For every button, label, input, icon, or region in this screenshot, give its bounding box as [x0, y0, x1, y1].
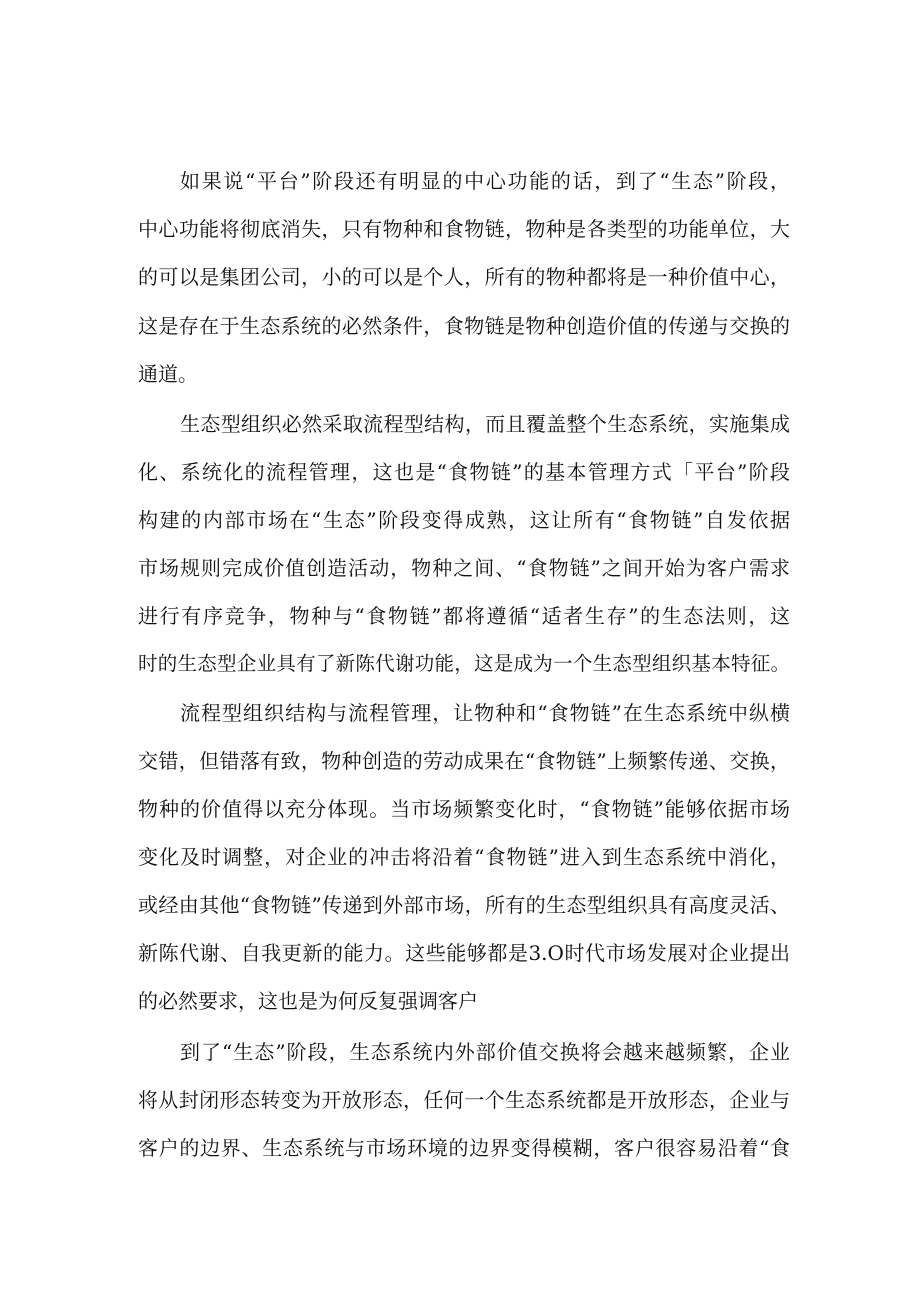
paragraph-2-line-3: 构建的内部市场在“生态”阶段变得成熟，这让所有“食物链”自发依据: [138, 508, 790, 532]
paragraph-3-line-5: 或经由其他“食物链”传递到外部市场，所有的生态型组织具有高度灵活、: [138, 893, 790, 917]
paragraph-2-line-1: 生态型组织必然采取流程型结构，而且覆盖整个生态系统，实施集成: [180, 412, 790, 436]
paragraph-1-line-1: 如果说“平台”阶段还有明显的中心功能的话，到了“生态”阶段，: [180, 169, 790, 193]
paragraph-2-line-4: 市场规则完成价值创造活动，物种之间、“食物链”之间开始为客户需求: [138, 556, 790, 580]
paragraph-2-line-5: 进行有序竞争，物种与“食物链”都将遵循“适者生存”的生态法则，这: [138, 604, 790, 628]
paragraph-4-line-1: 到了“生态”阶段，生态系统内外部价值交换将会越来越频繁，企业: [180, 1040, 790, 1064]
paragraph-4-line-3: 客户的边界、生态系统与市场环境的边界变得模糊，客户很容易沿着“食: [138, 1136, 790, 1160]
paragraph-1-line-2: 中心功能将彻底消失，只有物种和食物链，物种是各类型的功能单位，大: [138, 217, 790, 241]
paragraph-1-line-3: 的可以是集团公司，小的可以是个人，所有的物种都将是一种价值中心，: [138, 265, 790, 289]
paragraph-4-line-2: 将从封闭形态转变为开放形态，任何一个生态系统都是开放形态，企业与: [138, 1088, 790, 1112]
paragraph-3-line-4: 变化及时调整，对企业的冲击将沿着“食物链”进入到生态系统中消化，: [138, 845, 790, 869]
paragraph-3-line-7: 的必然要求，这也是为何反复强调客户: [138, 989, 478, 1013]
paragraph-1-line-5: 通道。: [138, 362, 198, 386]
paragraph-3-line-6: 新陈代谢、自我更新的能力。这些能够都是3.O时代市场发展对企业提出: [138, 941, 790, 965]
paragraph-2-line-6: 时的生态型企业具有了新陈代谢功能，这是成为一个生态型组织基本特征。: [138, 652, 790, 675]
paragraph-3-line-3: 物种的价值得以充分体现。当市场频繁变化时，“食物链”能够依据市场: [138, 797, 790, 821]
paragraph-2-line-2: 化、系统化的流程管理，这也是“食物链”的基本管理方式「平台”阶段: [138, 460, 790, 484]
paragraph-3-line-1: 流程型组织结构与流程管理，让物种和“食物链”在生态系统中纵横: [180, 701, 790, 725]
paragraph-3-line-2: 交错，但错落有致，物种创造的劳动成果在“食物链”上频繁传递、交换，: [138, 749, 790, 773]
paragraph-1-line-4: 这是存在于生态系统的必然条件，食物链是物种创造价值的传递与交换的: [138, 314, 790, 338]
